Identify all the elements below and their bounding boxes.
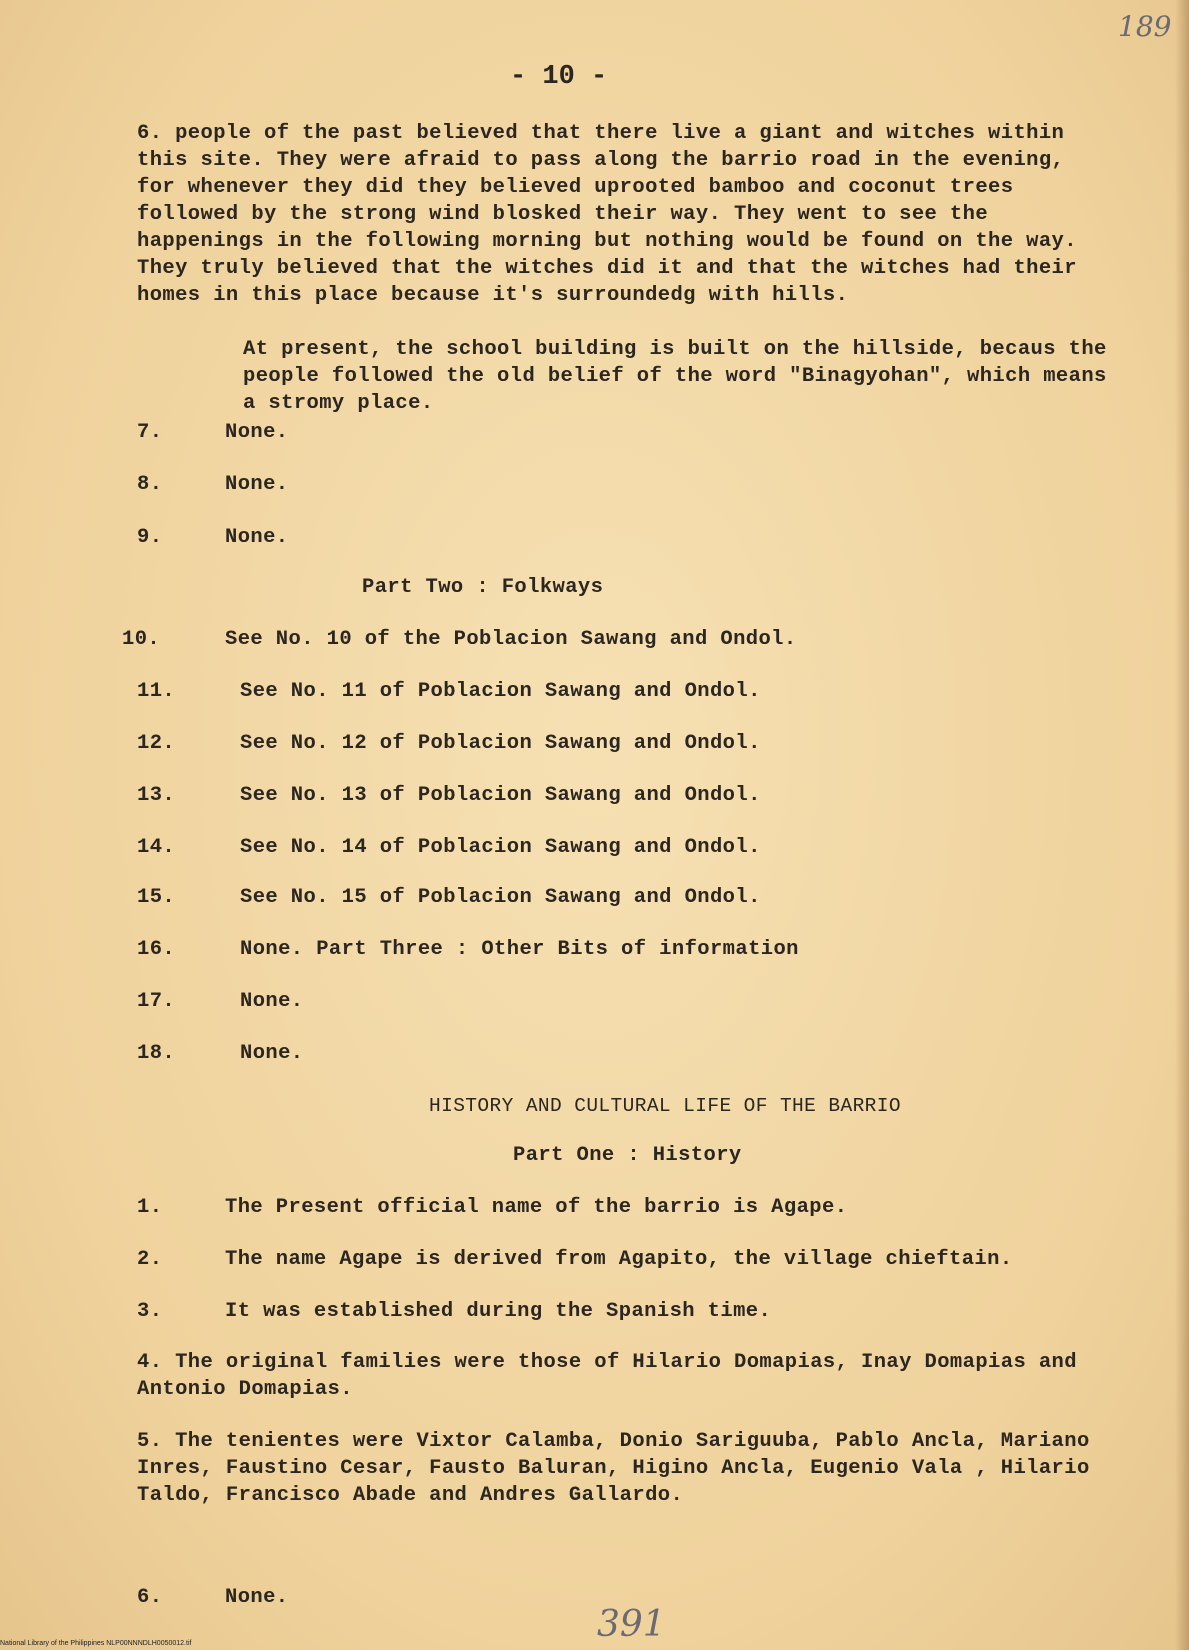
item-text: None.	[240, 990, 304, 1013]
item-number: 6.	[137, 1586, 163, 1609]
item-text: None.	[225, 421, 289, 444]
page-edge-shadow	[1175, 0, 1189, 1650]
item-5-paragraph: 5. The tenientes were Vixtor Calamba, Donio Sariguuba, Pablo Ancla, Mariano Inres, Faustino Cesar, Fausto Baluran, Higino Ancla, Eugenio Vala , Hilario Taldo, Francisco Abade and Andres Gallardo.	[137, 1430, 1090, 1507]
list-item	[137, 1040, 304, 1068]
item-number: 9.	[137, 526, 163, 549]
item-number: 3.	[137, 1300, 163, 1323]
part-two-heading: Part Two : Folkways	[362, 576, 604, 599]
item-text: The Present official name of the barrio is Agape.	[225, 1196, 848, 1219]
item-number: 2.	[137, 1248, 163, 1271]
list-item	[137, 1298, 771, 1326]
item-text: See No. 13 of Poblacion Sawang and Ondol.	[240, 784, 761, 807]
item-number: 13.	[137, 784, 176, 807]
list-item	[137, 1194, 847, 1222]
item-text: None.	[225, 473, 289, 496]
item-text: See No. 11 of Poblacion Sawang and Ondol.	[240, 680, 761, 703]
handwritten-folio-number: 189	[1118, 10, 1172, 43]
list-item	[137, 678, 761, 706]
item-number: 8.	[137, 473, 163, 496]
item-number: 14.	[137, 836, 176, 859]
list-item	[122, 626, 797, 654]
item-text: None. Part Three : Other Bits of information	[240, 938, 799, 961]
handwritten-page-number: 391	[597, 1604, 666, 1645]
item-text: The name Agape is derived from Agapito, the village chieftain.	[225, 1248, 1013, 1271]
item-text: None.	[225, 526, 289, 549]
list-item	[137, 1246, 1013, 1274]
list-item	[137, 834, 761, 862]
item-number: 11.	[137, 680, 176, 703]
list-item	[137, 1584, 289, 1612]
part-one-heading: Part One : History	[513, 1144, 742, 1167]
item-6-paragraph: 6. people of the past believed that there live a giant and witches within this site. They were afraid to pass along the barrio road in the evening, for whenever they did they believed uprooted bamboo and coconut trees followed by the strong wind blosked their way. They went to see the happenings in the following morning but nothing would be found on the way. They truly believed that the witches did it and that the witches had their homes in this place because it's surroundedg with hills.	[137, 122, 1077, 307]
list-item	[137, 988, 304, 1016]
history-heading: HISTORY AND CULTURAL LIFE OF THE BARRIO	[429, 1095, 901, 1117]
item-text: See No. 14 of Poblacion Sawang and Ondol.	[240, 836, 761, 859]
item-text: See No. 10 of the Poblacion Sawang and Ondol.	[225, 628, 797, 651]
list-item	[137, 936, 799, 964]
list-item	[137, 419, 289, 447]
item-number: 18.	[137, 1042, 176, 1065]
list-item	[137, 524, 289, 552]
item-number: 16.	[137, 938, 176, 961]
item-text: See No. 15 of Poblacion Sawang and Ondol.	[240, 886, 761, 909]
item-number: 15.	[137, 886, 176, 909]
item-number: 12.	[137, 732, 176, 755]
list-item	[137, 471, 289, 499]
item-number: 17.	[137, 990, 176, 1013]
item-text: It was established during the Spanish time.	[225, 1300, 772, 1323]
item-number: 1.	[137, 1196, 163, 1219]
item-6-second-paragraph-text: At present, the school building is built on the hillside, becaus the people followed the old belief of the word "Binagyohan", which means a stromy place.	[243, 338, 1107, 415]
item-number: 7.	[137, 421, 163, 444]
list-item	[137, 782, 761, 810]
list-item	[137, 730, 761, 758]
list-item	[137, 884, 761, 912]
archive-footer: National Library of the Philippines NLP00NNNDLH0050012.tif	[0, 1640, 192, 1647]
item-text: None.	[225, 1586, 289, 1609]
item-text: None.	[240, 1042, 304, 1065]
item-number: 10.	[122, 628, 161, 651]
item-4-paragraph: 4. The original families were those of Hilario Domapias, Inay Domapias and Antonio Domapias.	[137, 1351, 1077, 1401]
item-6-second-paragraph	[137, 336, 1107, 417]
item-text: See No. 12 of Poblacion Sawang and Ondol.	[240, 732, 761, 755]
page-number: - 10 -	[510, 62, 608, 92]
